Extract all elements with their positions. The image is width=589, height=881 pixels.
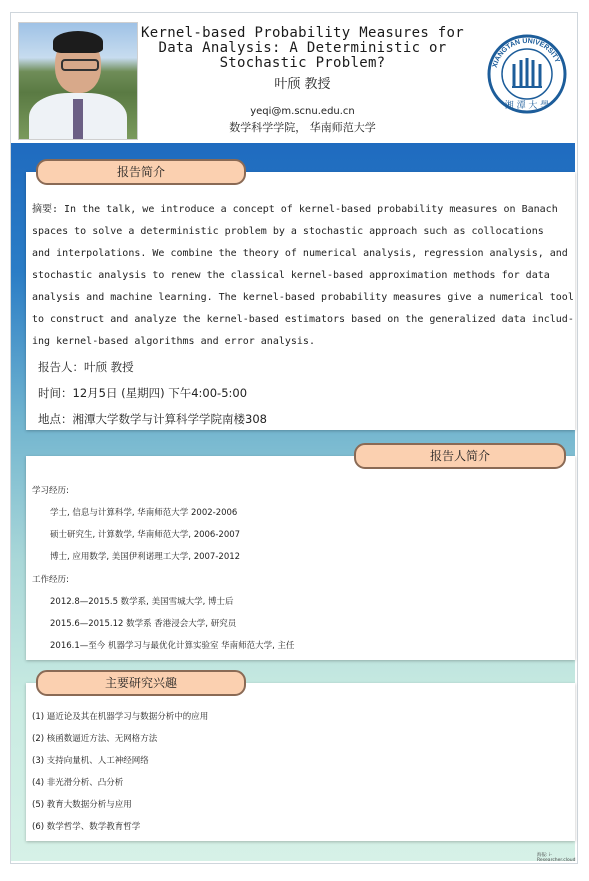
title-line: Kernel-based Probability Measures for (141, 25, 464, 41)
abstract-line: analysis and machine learning. The kernel-based probability measures give a numerical tool (32, 292, 574, 303)
footer-credit: 海报: i-Researcher.cloud (537, 853, 576, 863)
title-block (140, 26, 465, 135)
interest-item: (3) 支持向量机、人工神经网络 (32, 756, 149, 766)
time: 时间：12月5日 (星期四) 下午4:00-5:00 (38, 386, 248, 400)
abstract-line: to construct and analyze the kernel-based estimators based on the generalized data includ- (32, 314, 574, 325)
abstract (32, 199, 574, 353)
interest-item: (4) 非光滑分析、凸分析 (32, 778, 124, 788)
abstract-line: spaces to solve a deterministic problem by a stochastic approach such as collocations (32, 226, 544, 237)
interest-item: (6) 数学哲学、数学教育哲学 (32, 822, 141, 832)
interest-item: (1) 逼近论及其在机器学习与数据分析中的应用 (32, 712, 209, 722)
place: 地点：湘潭大学数学与计算科学学院南楼308 (38, 412, 267, 426)
work-item: 2016.1—至今 机器学习与最优化计算实验室 华南师范大学, 主任 (50, 641, 295, 651)
svg-text:湘 潭 大 學: 湘 潭 大 學 (504, 101, 550, 111)
edu-item: 硕士研究生, 计算数学, 华南师范大学, 2006-2007 (50, 530, 241, 540)
university-logo (484, 32, 570, 128)
work-heading: 工作经历: (32, 575, 69, 585)
title-line: Data Analysis: A Deterministic or (158, 40, 447, 56)
title-line: Stochastic Problem? (219, 55, 386, 71)
bio-tab: 报告人简介 (354, 443, 566, 469)
speaker-email: yeqi@m.scnu.edu.cn (250, 106, 355, 117)
abstract-line: 摘要: In the talk, we introduce a concept of kernel-based probability measures on Banach (32, 204, 558, 215)
abstract-line: and interpolations. We combine the theory of numerical analysis, regression analysis, and (32, 248, 568, 259)
interest-item: (5) 教育大数据分析与应用 (32, 800, 132, 810)
reporter: 报告人：叶颀 教授 (38, 360, 134, 374)
edu-item: 博士, 应用数学, 美国伊利诺理工大学, 2007-2012 (50, 552, 241, 562)
talk-title (140, 26, 465, 71)
speaker-name: 叶颀 教授 (274, 77, 331, 92)
interest-item: (2) 核函数逼近方法、无网格方法 (32, 734, 158, 744)
abstract-line: ing kernel-based algorithms and error analysis. (32, 336, 315, 347)
speaker-photo (18, 22, 138, 140)
report-tab: 报告简介 (36, 159, 246, 185)
interests-tab: 主要研究兴趣 (36, 670, 246, 696)
work-item: 2015.6—2015.12 数学系 香港浸会大学, 研究员 (50, 619, 237, 629)
speaker-affiliation: 数学科学学院， 华南师范大学 (229, 121, 376, 134)
abstract-line: stochastic analysis to renew the classical kernel-based approximation methods for data (32, 270, 550, 281)
svg-text:XIANGTAN UNIVERSITY: XIANGTAN UNIVERSITY (491, 37, 561, 69)
edu-item: 学士, 信息与计算科学, 华南师范大学 2002-2006 (50, 508, 238, 518)
edu-heading: 学习经历: (32, 486, 69, 496)
work-item: 2012.8—2015.5 数学系, 美国雪城大学, 博士后 (50, 597, 234, 607)
